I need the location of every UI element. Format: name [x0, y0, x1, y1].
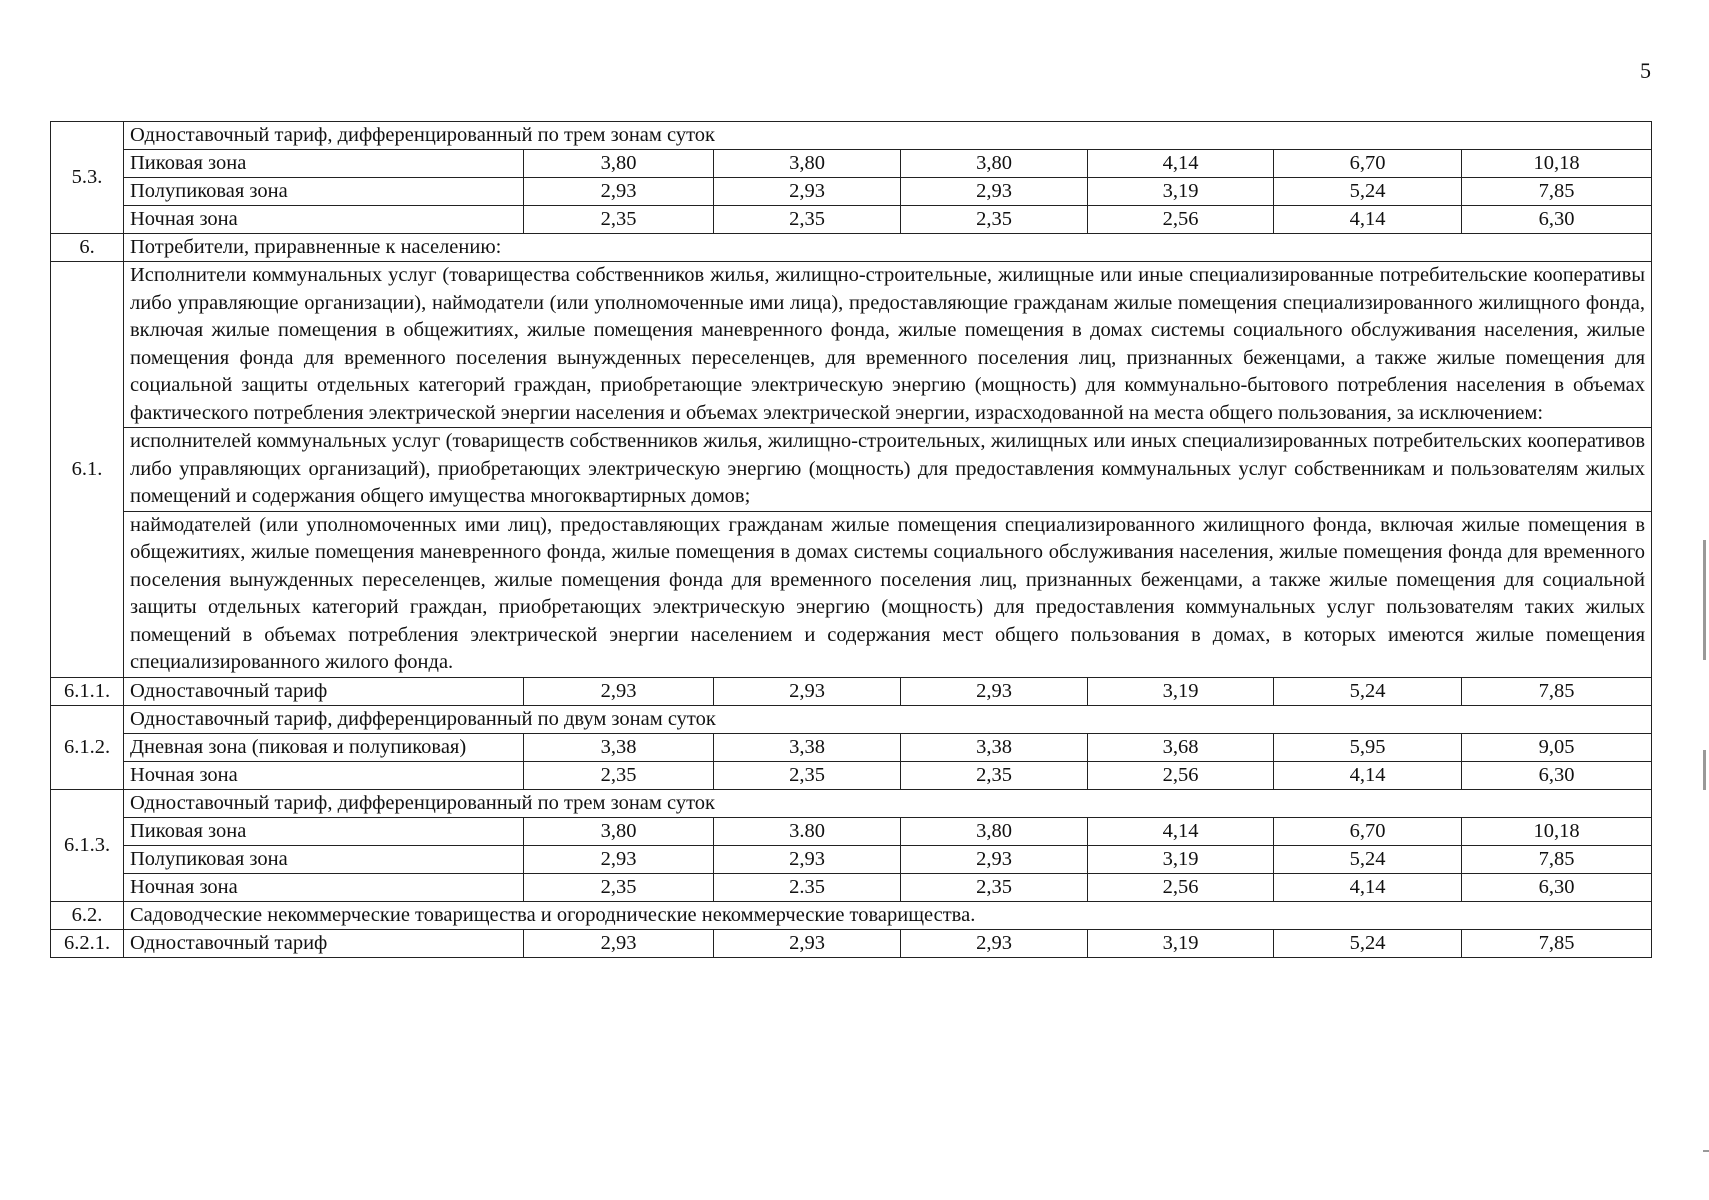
table-row [51, 234, 1652, 262]
tariff-value: 3,38 [524, 733, 714, 761]
tariff-value: 9,05 [1462, 733, 1652, 761]
tariff-value: 2,35 [901, 206, 1088, 234]
tariff-value: 2,93 [901, 929, 1088, 957]
row-label: Ночная зона [124, 873, 524, 901]
page-number: 5 [1640, 58, 1651, 83]
tariff-value: 2,93 [524, 677, 714, 705]
tariff-value: 2,56 [1088, 873, 1274, 901]
tariff-value: 3,80 [524, 817, 714, 845]
tariff-value: 2,93 [901, 677, 1088, 705]
tariff-value: 2,93 [714, 677, 901, 705]
scan-mark [1703, 750, 1706, 790]
section-header: Одноставочный тариф, дифференцированный по трем зонам суток [124, 122, 1652, 150]
table-row [51, 262, 1652, 428]
tariff-value: 7,85 [1462, 677, 1652, 705]
tariff-value: 5,24 [1274, 178, 1462, 206]
tariff-value: 3,68 [1088, 733, 1274, 761]
description-paragraph: Исполнители коммунальных услуг (товарищества собственников жилья, жилищно-строительные, жилищные или иные специализированные потребительские кооперативы либо управляющие организации), наймодатели (или уполномоченные ими лица), предоставляющие гражданам жилые помещения специализированного жилищного фонда, включая жилые помещения в общежитиях, жилые помещения маневренного фонда, жилые помещения в домах системы социального обслуживания населения, жилые помещения фонда для временного поселения вынужденных переселенцев, для временного поселения лиц, признанных беженцами, а также жилые помещения для социальной защиты отдельных категорий граждан, приобретающие электрическую энергию (мощность) для коммунально-бытового потребления населения в объемах фактического потребления электрической энергии населения и объемах электрической энергии, израсходованной на места общего пользования, за исключением: [124, 262, 1652, 428]
table-row [51, 761, 1652, 789]
tariff-value: 6,70 [1274, 150, 1462, 178]
row-label: Полупиковая зона [124, 178, 524, 206]
tariff-value: 3,19 [1088, 178, 1274, 206]
tariff-value: 2,35 [714, 761, 901, 789]
tariff-value: 4,14 [1274, 206, 1462, 234]
tariff-value: 4,14 [1274, 873, 1462, 901]
row-label: Пиковая зона [124, 817, 524, 845]
tariff-value: 2,35 [714, 206, 901, 234]
tariff-value: 3,80 [901, 817, 1088, 845]
tariff-value: 3,38 [714, 733, 901, 761]
tariff-value: 4,14 [1088, 150, 1274, 178]
row-number: 5.3. [51, 122, 124, 234]
tariff-value: 5,95 [1274, 733, 1462, 761]
scan-mark [1703, 1150, 1709, 1152]
tariff-value: 2,93 [714, 845, 901, 873]
row-number: 6.2. [51, 901, 124, 929]
row-label: Ночная зона [124, 206, 524, 234]
tariff-value: 5,24 [1274, 845, 1462, 873]
tariff-value: 2,93 [714, 929, 901, 957]
tariff-value: 10,18 [1462, 150, 1652, 178]
tariff-value: 2,35 [524, 206, 714, 234]
table-row [51, 873, 1652, 901]
table-row [51, 789, 1652, 817]
tariff-value: 2,93 [714, 178, 901, 206]
tariff-value: 2,93 [901, 178, 1088, 206]
row-number: 6.1.2. [51, 705, 124, 789]
table-row [51, 206, 1652, 234]
tariff-value: 2,56 [1088, 206, 1274, 234]
row-label: Пиковая зона [124, 150, 524, 178]
section-header: Одноставочный тариф, дифференцированный по трем зонам суток [124, 789, 1652, 817]
section-header: Одноставочный тариф, дифференцированный по двум зонам суток [124, 705, 1652, 733]
description-paragraph: наймодателей (или уполномоченных ими лиц), предоставляющих гражданам жилые помещения специализированного жилищного фонда, включая жилые помещения в общежитиях, жилые помещения маневренного фонда, жилые помещения в домах системы социального обслуживания населения, жилые помещения фонда для временного поселения вынужденных переселенцев, жилые помещения фонда для временного поселения лиц, признанных беженцами, а также жилые помещения для социальной защиты отдельных категорий граждан, приобретающих электрическую энергию (мощность) для предоставления коммунальных услуг пользователям таких жилых помещений в объемах потребления электрической энергии населением и содержания мест общего пользования в домах, в которых имеются жилые помещения специализированного жилого фонда. [124, 511, 1652, 677]
row-number: 6.2.1. [51, 929, 124, 957]
table-row [51, 428, 1652, 512]
tariff-value: 6,70 [1274, 817, 1462, 845]
tariff-value: 7,85 [1462, 845, 1652, 873]
table-row [51, 122, 1652, 150]
scan-mark [1703, 540, 1706, 660]
table-row [51, 511, 1652, 677]
tariff-value: 6,30 [1462, 761, 1652, 789]
table-row [51, 705, 1652, 733]
tariff-value: 3,19 [1088, 845, 1274, 873]
table-row [51, 677, 1652, 705]
row-number: 6.1.3. [51, 789, 124, 901]
table-row [51, 901, 1652, 929]
tariff-value: 2,35 [524, 873, 714, 901]
row-label: Полупиковая зона [124, 845, 524, 873]
tariff-value: 5,24 [1274, 677, 1462, 705]
tariff-value: 2,35 [901, 873, 1088, 901]
tariff-value: 2,56 [1088, 761, 1274, 789]
tariff-value: 2,93 [524, 929, 714, 957]
description-paragraph: исполнителей коммунальных услуг (товариществ собственников жилья, жилищно-строительных, жилищных или иных специализированных потребительских кооперативов либо управляющих организаций), приобретающих электрическую энергию (мощность) для предоставления коммунальных услуг собственникам и пользователям жилых помещений и содержания общего имущества многоквартирных домов; [124, 428, 1652, 512]
tariff-value: 3,19 [1088, 929, 1274, 957]
row-label: Дневная зона (пиковая и полупиковая) [124, 733, 524, 761]
tariff-table [50, 121, 1652, 958]
tariff-value: 3,80 [714, 150, 901, 178]
tariff-value: 7,85 [1462, 929, 1652, 957]
tariff-value: 2,93 [901, 845, 1088, 873]
tariff-value: 4,14 [1274, 761, 1462, 789]
tariff-value: 2.35 [714, 873, 901, 901]
tariff-value: 3,19 [1088, 677, 1274, 705]
tariff-value: 3,80 [901, 150, 1088, 178]
tariff-value: 3.80 [714, 817, 901, 845]
tariff-value: 2,35 [901, 761, 1088, 789]
tariff-value: 3,80 [524, 150, 714, 178]
table-row [51, 817, 1652, 845]
tariff-value: 7,85 [1462, 178, 1652, 206]
row-number: 6.1. [51, 262, 124, 678]
tariff-value: 3,38 [901, 733, 1088, 761]
tariff-value: 2,93 [524, 178, 714, 206]
tariff-value: 4,14 [1088, 817, 1274, 845]
section-header: Садоводческие некоммерческие товарищества и огороднические некоммерческие товарищества. [124, 901, 1652, 929]
table-row [51, 929, 1652, 957]
tariff-value: 2,93 [524, 845, 714, 873]
row-number: 6.1.1. [51, 677, 124, 705]
table-row [51, 733, 1652, 761]
row-label: Одноставочный тариф [124, 677, 524, 705]
table-row [51, 845, 1652, 873]
tariff-value: 2,35 [524, 761, 714, 789]
table-row [51, 178, 1652, 206]
tariff-value: 6,30 [1462, 873, 1652, 901]
tariff-value: 6,30 [1462, 206, 1652, 234]
section-header: Потребители, приравненные к населению: [124, 234, 1652, 262]
scan-edge-marks [1703, 0, 1709, 1200]
row-number: 6. [51, 234, 124, 262]
table-row [51, 150, 1652, 178]
tariff-value: 10,18 [1462, 817, 1652, 845]
row-label: Одноставочный тариф [124, 929, 524, 957]
row-label: Ночная зона [124, 761, 524, 789]
tariff-value: 5,24 [1274, 929, 1462, 957]
